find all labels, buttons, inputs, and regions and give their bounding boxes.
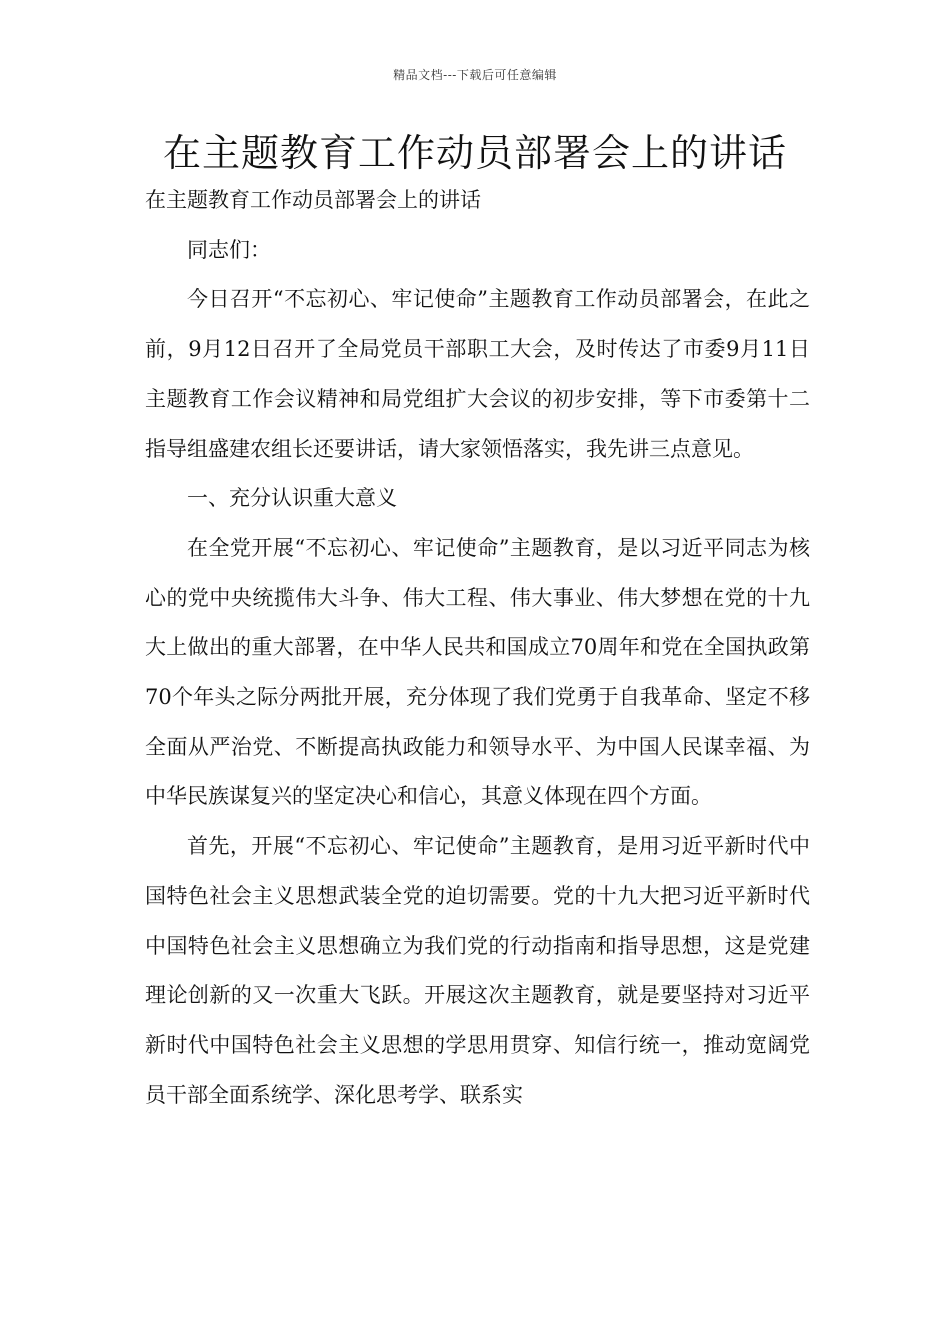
- body-paragraph: 首先，开展“不忘初心、牢记使命”主题教育，是用习近平新时代中国特色社会主义思想武装全党的迫切需要。党的十九大把习近平新时代中国特色社会主义思想确立为我们党的行动指南和指导思想，这是党建理论创新的又一次重大飞跃。开展这次主题教育，就是要坚持对习近平新时代中国特色社会主义思想的学思用贯穿、知信行统一，推动宽阔党员干部全面系统学、深化思考学、联系实: [145, 834, 810, 1107]
- document-title: 在主题教育工作动员部署会上的讲话: [162, 131, 787, 175]
- salutation-paragraph: 同志们：: [187, 237, 271, 262]
- header-note: 精品文档---下载后可任意编辑: [393, 68, 557, 82]
- document-body: [145, 176, 810, 1120]
- body-paragraph: 在全党开展“不忘初心、牢记使命”主题教育，是以习近平同志为核心的党中央统揽伟大斗争、伟大工程、伟大事业、伟大梦想在党的十九大上做出的重大部署，在中华人民共和国成立70周年和党在全国执政第70个年头之际分两批开展，充分体现了我们党勇于自我革命、坚定不移全面从严治党、不断提高执政能力和领导水平、为中国人民谋幸福、为中华民族谋复兴的坚定决心和信心，其意义体现在四个方面。: [145, 535, 810, 809]
- body-paragraph: 今日召开“不忘初心、牢记使命”主题教育工作动员部署会，在此之前，9月12日召开了全局党员干部职工大会，及时传达了市委9月11日主题教育工作会议精神和局党组扩大会议的初步安排，等下市委第十二指导组盛建农组长还要讲话，请大家领悟落实，我先讲三点意见。: [145, 287, 810, 461]
- subtitle-paragraph: 在主题教育工作动员部署会上的讲话: [145, 188, 481, 212]
- section-heading: 一、充分认识重大意义: [187, 486, 397, 511]
